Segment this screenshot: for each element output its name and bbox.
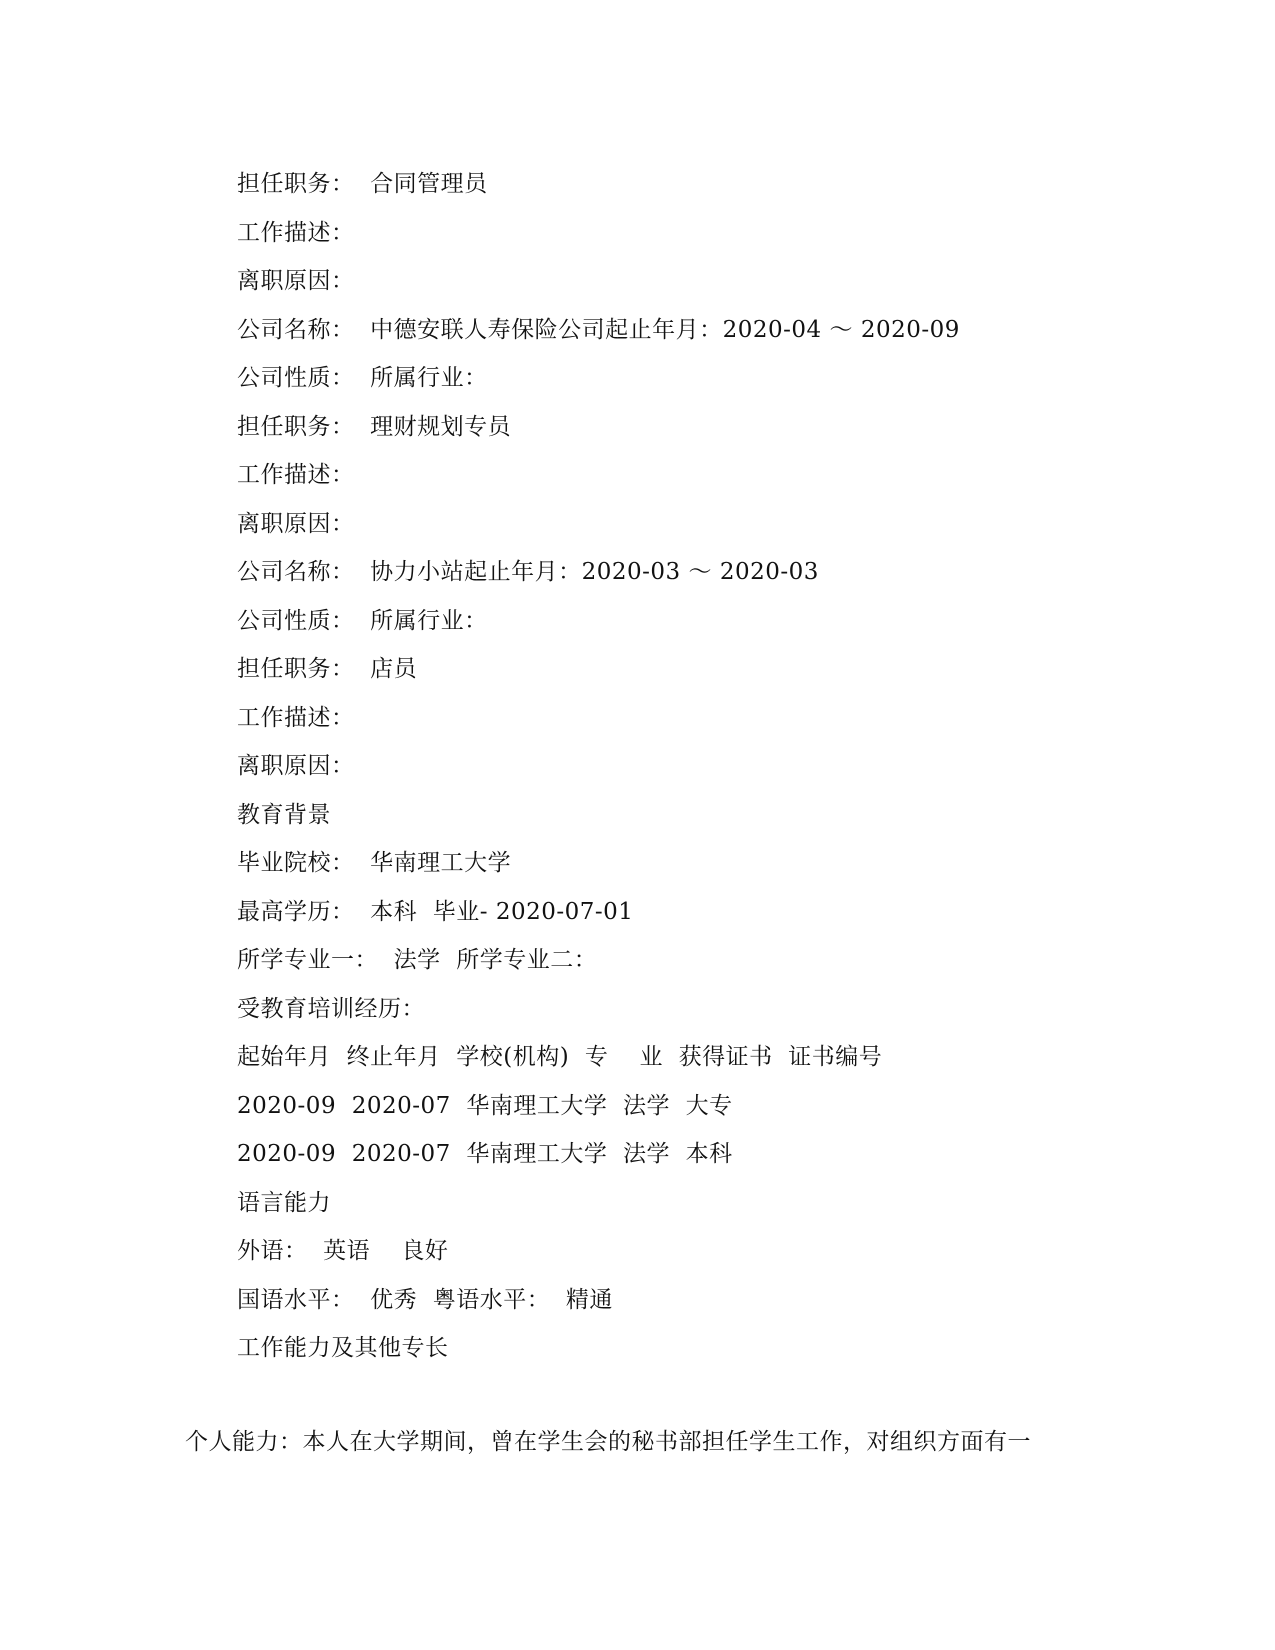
line-school: 毕业院校： 华南理工大学 [237,850,512,876]
line-company-name: 公司名称： 中德安联人寿保险公司起止年月：2020-04 ～ 2020-09 [237,316,960,343]
personal-ability-paragraph: 个人能力：本人在大学期间，曾在学生会的秘书部担任学生工作，对组织方面有一 [185,1429,1031,1455]
line-position: 担任职务： 合同管理员 [237,171,488,197]
line-company-name: 公司名称： 协力小站起止年月：2020-03 ～ 2020-03 [237,559,819,585]
training-table-header: 起始年月 终止年月 学校(机构) 专 业 获得证书 证书编号 [237,1044,883,1070]
line-foreign-language: 外语： 英语 良好 [237,1238,449,1264]
line-position: 担任职务： 店员 [237,656,418,682]
line-leaving-reason: 离职原因： [237,510,355,537]
line-company-type: 公司性质： 所属行业： [237,607,488,634]
line-leaving-reason: 离职原因： [237,268,355,294]
line-leaving-reason: 离职原因： [237,753,355,779]
training-table-row: 2020-09 2020-07 华南理工大学 法学 大专 [237,1092,733,1119]
resume-lines [237,160,1197,1373]
training-table-row: 2020-09 2020-07 华南理工大学 法学 本科 [237,1141,733,1167]
line-highest-degree: 最高学历： 本科 毕业- 2020-07-01 [237,898,634,925]
line-work-description: 工作描述： [237,219,355,246]
line-work-description: 工作描述： [237,462,355,488]
line-training-heading: 受教育培训经历： [237,995,425,1022]
line-work-description: 工作描述： [237,704,355,731]
line-position: 担任职务： 理财规划专员 [237,413,512,440]
line-majors: 所学专业一： 法学 所学专业二： [237,947,598,973]
section-heading-skills: 工作能力及其他专长 [237,1335,449,1361]
line-company-type: 公司性质： 所属行业： [237,365,488,391]
section-heading-language: 语言能力 [237,1189,331,1216]
line-mandarin-cantonese: 国语水平： 优秀 粤语水平： 精通 [237,1286,613,1313]
section-heading-education: 教育背景 [237,801,331,828]
